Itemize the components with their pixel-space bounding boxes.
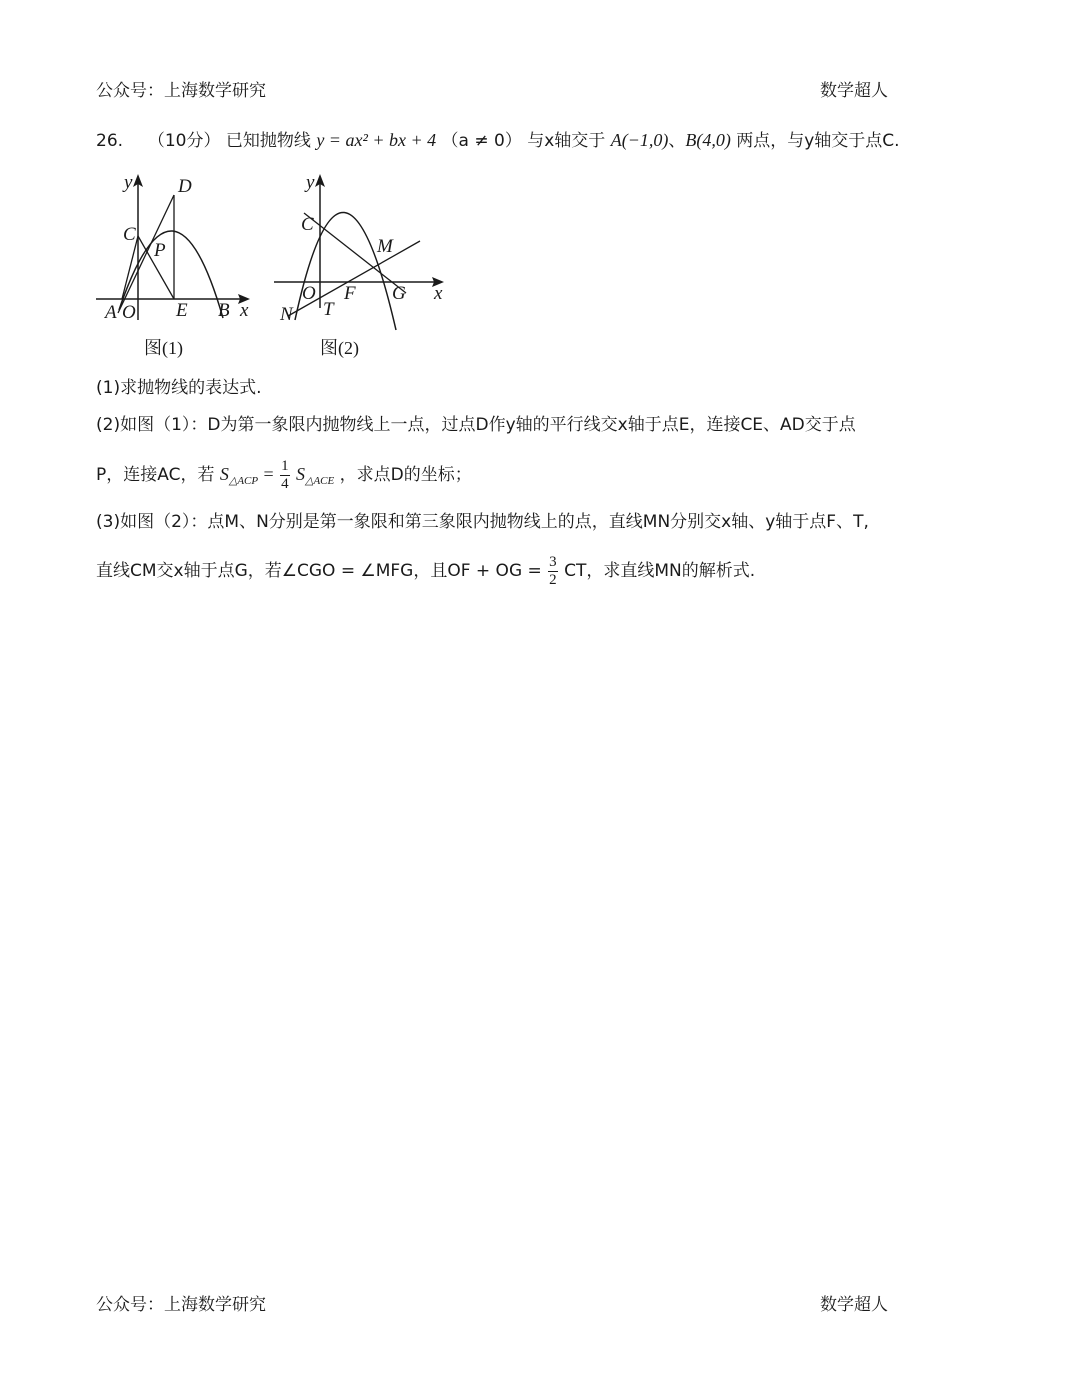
- fig2-label-t: T: [323, 299, 334, 320]
- footer-right-text: 数学超人: [820, 1295, 888, 1315]
- problem-score: （10分）: [147, 131, 221, 151]
- point-a: A(−1,0): [610, 130, 669, 150]
- fig2-label-n: N: [280, 304, 293, 325]
- fig1-label-e: E: [176, 300, 188, 321]
- area-ace-symbol: S: [295, 464, 305, 484]
- part-2-text-a: P，连接AC，若: [96, 465, 215, 485]
- fig1-label-o: O: [122, 302, 136, 323]
- fig1-label-a: A: [105, 302, 117, 323]
- fraction-one-quarter: [280, 458, 290, 493]
- footer-left-text: 公众号：上海数学研究: [96, 1295, 266, 1315]
- fraction-denominator: 4: [281, 475, 289, 492]
- part-3-text-a: 直线CM交x轴于点G，若∠CGO = ∠MFG，且OF + OG =: [96, 561, 542, 581]
- part-2-line-2: [96, 454, 472, 501]
- fig1-label-p: P: [154, 240, 166, 261]
- fig1-label-b: B: [218, 300, 230, 321]
- parabola-equation: y = ax² + bx + 4: [316, 130, 437, 150]
- fraction-three-halves: [548, 554, 558, 589]
- fig2-label-g: G: [392, 283, 406, 304]
- fig2-label-f: F: [344, 283, 356, 304]
- part-2-line-1: (2)如图（1）：D为第一象限内抛物线上一点，过点D作y轴的平行线交x轴于点E，连接CE、AD交于点: [96, 415, 856, 435]
- fraction-numerator: 1: [281, 457, 289, 474]
- fig2-label-c: C: [301, 214, 314, 235]
- fraction-numerator: 3: [549, 553, 557, 570]
- part-2-text-b: ，求点D的坐标；: [339, 465, 472, 485]
- problem-tail-text: 两点，与y轴交于点C.: [736, 131, 900, 151]
- fig2-label-o: O: [302, 283, 316, 304]
- fig2-label-x: x: [434, 283, 443, 304]
- problem-mid-text: 与x轴交于: [527, 131, 606, 151]
- equals-sign: =: [263, 464, 274, 484]
- fig1-label-y: y: [124, 172, 133, 193]
- problem-statement: [96, 129, 900, 152]
- part-3-text-b: CT，求直线MN的解析式.: [564, 561, 756, 581]
- fig1-label-d: D: [178, 176, 192, 197]
- fig1-label-c: C: [123, 224, 136, 245]
- fig1-label-x: x: [240, 300, 249, 321]
- point-b: B(4,0): [685, 130, 731, 150]
- part-1: (1)求抛物线的表达式.: [96, 378, 262, 398]
- figure-1: [90, 168, 260, 363]
- fig2-label-y: y: [306, 172, 315, 193]
- coefficient-condition: （a ≠ 0）: [441, 131, 522, 151]
- problem-number: 26.: [96, 131, 124, 151]
- area-acp-symbol: S: [219, 464, 229, 484]
- fig2-label-m: M: [377, 236, 393, 257]
- area-acp-subscript: △ACP: [228, 475, 259, 487]
- figure-2: [270, 168, 450, 363]
- fraction-denominator: 2: [549, 571, 557, 588]
- area-acp: [219, 464, 259, 487]
- area-ace-subscript: △ACE: [304, 475, 335, 487]
- header-left-text: 公众号：上海数学研究: [96, 81, 266, 101]
- part-3-line-2: [96, 551, 755, 591]
- point-separator: 、: [668, 131, 686, 151]
- area-ace: [295, 464, 335, 487]
- fig1-caption: 图(1): [144, 338, 183, 358]
- part-3-line-1: (3)如图（2）：点M、N分别是第一象限和第三象限内抛物线上的点，直线MN分别交x轴、y轴于点F、T,: [96, 512, 869, 532]
- problem-lead: 已知抛物线: [225, 131, 311, 151]
- header-right-text: 数学超人: [820, 81, 888, 101]
- fig2-caption: 图(2): [320, 338, 359, 358]
